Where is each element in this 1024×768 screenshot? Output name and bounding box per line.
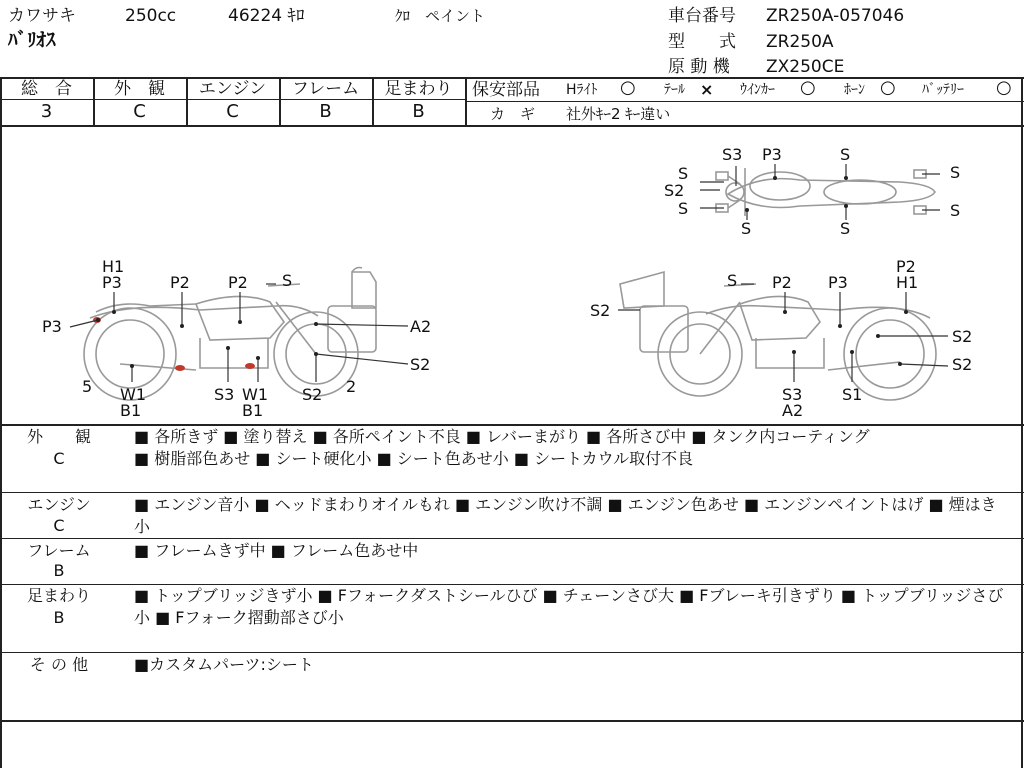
safety-winker-status: ○: [800, 77, 816, 98]
label-top-s2: S2: [664, 181, 685, 200]
divider: [0, 720, 1024, 722]
engine-value: ZX250CE: [766, 57, 845, 77]
divider: [0, 652, 1024, 653]
label-right-a2: A2: [782, 401, 804, 420]
label-left-h1: H1: [102, 257, 125, 276]
label-top-p3: P3: [762, 145, 782, 164]
label-left-b1a: B1: [120, 401, 142, 420]
label-top-s-mid: S: [840, 145, 851, 164]
label-top-s-bot-left: S: [741, 219, 752, 238]
label-right-s2c: S2: [952, 355, 973, 374]
safety-battery-status: ○: [996, 77, 1012, 98]
label-top-s1: S: [678, 164, 689, 183]
section-exterior-grade: C: [53, 449, 65, 468]
safety-label: 保安部品: [472, 80, 540, 100]
label-right-p2: P2: [772, 273, 792, 292]
displacement: 250cc: [125, 6, 177, 26]
label-top-s-bot-mid: S: [840, 219, 851, 238]
section-suspension-grade: B: [53, 608, 65, 627]
model-name: ﾊﾞﾘｵｽ: [8, 29, 56, 51]
grade-engine-label: エンジン: [198, 79, 267, 99]
safety-horn-status: ○: [880, 77, 896, 98]
grade-overall-label: 総 合: [21, 79, 72, 99]
section-engine-label: エンジン: [27, 495, 91, 514]
label-right-s3: S3: [782, 385, 803, 404]
frame-no: ZR250A-057046: [766, 6, 905, 26]
safety-battery: ﾊﾞｯﾃﾘｰ: [922, 82, 964, 98]
grade-exterior-value: C: [133, 101, 146, 122]
section-engine-grade: C: [53, 516, 65, 535]
divider: [0, 538, 1024, 539]
type-label: 型 式: [668, 32, 736, 52]
label-left-w1a: W1: [120, 385, 146, 404]
mileage: 46224 ｷﾛ: [228, 6, 305, 26]
motorcycle-diagram: [0, 126, 1024, 424]
label-left-five: 5: [82, 377, 93, 396]
label-right-h1: H1: [896, 273, 919, 292]
label-right-s1: S1: [842, 385, 863, 404]
label-right-s2b: S2: [952, 327, 973, 346]
grade-engine-value: C: [226, 101, 239, 122]
divider: [0, 99, 466, 100]
label-left-s3: S3: [214, 385, 235, 404]
label-left-p3a: P3: [102, 273, 122, 292]
grade-suspension-value: B: [412, 101, 425, 122]
label-top-s-right-top: S: [950, 163, 961, 182]
safety-tail: ﾃｰﾙ: [664, 82, 685, 98]
grade-exterior-label: 外 観: [114, 79, 165, 99]
label-top-s3: S: [678, 199, 689, 218]
section-other-label: そ の 他: [29, 655, 89, 674]
damage-marks: [93, 317, 255, 371]
label-left-s-top: S: [282, 271, 293, 290]
key-label: カ ギ: [490, 105, 536, 123]
divider: [465, 77, 467, 125]
safety-horn: ﾎｰﾝ: [844, 82, 865, 98]
divider: [466, 101, 1024, 102]
label-left-two: 2: [346, 377, 357, 396]
section-engine-text: ■ エンジン音小 ■ ヘッドまわりオイルもれ ■ エンジン吹け不調 ■ エンジン色あせ ■ エンジンペイントはげ ■ 煙はき小: [134, 495, 997, 536]
frame-no-label: 車台番号: [668, 6, 736, 26]
label-left-a2: A2: [410, 317, 432, 336]
section-suspension-label: 足まわり: [26, 586, 91, 605]
label-right-p3: P3: [828, 273, 848, 292]
label-left-p2b: P2: [228, 273, 248, 292]
divider: [0, 492, 1024, 493]
safety-tail-status: ×: [700, 80, 714, 99]
label-left-s2b: S2: [302, 385, 323, 404]
engine-label: 原 動 機: [668, 57, 730, 77]
safety-headlight: Hﾗｲﾄ: [566, 82, 598, 98]
section-exterior-label: 外 観: [26, 427, 91, 446]
label-right-s-top: S: [727, 271, 738, 290]
key-value: 社外ｷｰ2 ｷｰ違い: [566, 105, 671, 123]
label-left-s2: S2: [410, 355, 431, 374]
section-suspension-text: ■ トップブリッジきず小 ■ Fフォークダストシールひび ■ チェーンさび大 ■ Fブレーキ引きずり ■ トップブリッジさび小 ■ Fフォーク摺動部さび小: [134, 586, 1004, 627]
label-left-b1b: B1: [242, 401, 264, 420]
grade-frame-label: フレーム: [291, 79, 360, 99]
label-right-s2a: S2: [590, 301, 611, 320]
safety-headlight-status: ○: [620, 77, 636, 98]
section-exterior-text: ■ 各所きず ■ 塗り替え ■ 各所ペイント不良 ■ レバーまがり ■ 各所さび中 ■ タンク内コーティング ■ 樹脂部色あせ ■ シート硬化小 ■ シート色あせ小 ■ シートカウル取付不良: [134, 427, 870, 468]
safety-winker: ｳｲﾝｶｰ: [740, 82, 775, 98]
label-top-s-right-bot: S: [950, 201, 961, 220]
label-top-s3t: S3: [722, 145, 743, 164]
section-frame-grade: B: [53, 561, 65, 580]
grade-overall-value: 3: [40, 101, 53, 122]
section-other-text: ■カスタムパーツ:シート: [134, 655, 314, 674]
color: ｸﾛ ペイント: [395, 7, 486, 25]
label-left-p2a: P2: [170, 273, 190, 292]
label-left-p3b: P3: [42, 317, 62, 336]
section-frame-label: フレーム: [27, 541, 91, 560]
section-frame-text: ■ フレームきず中 ■ フレーム色あせ中: [134, 541, 419, 560]
label-left-w1b: W1: [242, 385, 268, 404]
label-right-p2b: P2: [896, 257, 916, 276]
maker: カワサキ: [8, 6, 76, 26]
grade-frame-value: B: [319, 101, 332, 122]
type-value: ZR250A: [766, 32, 834, 52]
grade-suspension-label: 足まわり: [384, 79, 453, 99]
top-view-bike: [716, 168, 935, 216]
